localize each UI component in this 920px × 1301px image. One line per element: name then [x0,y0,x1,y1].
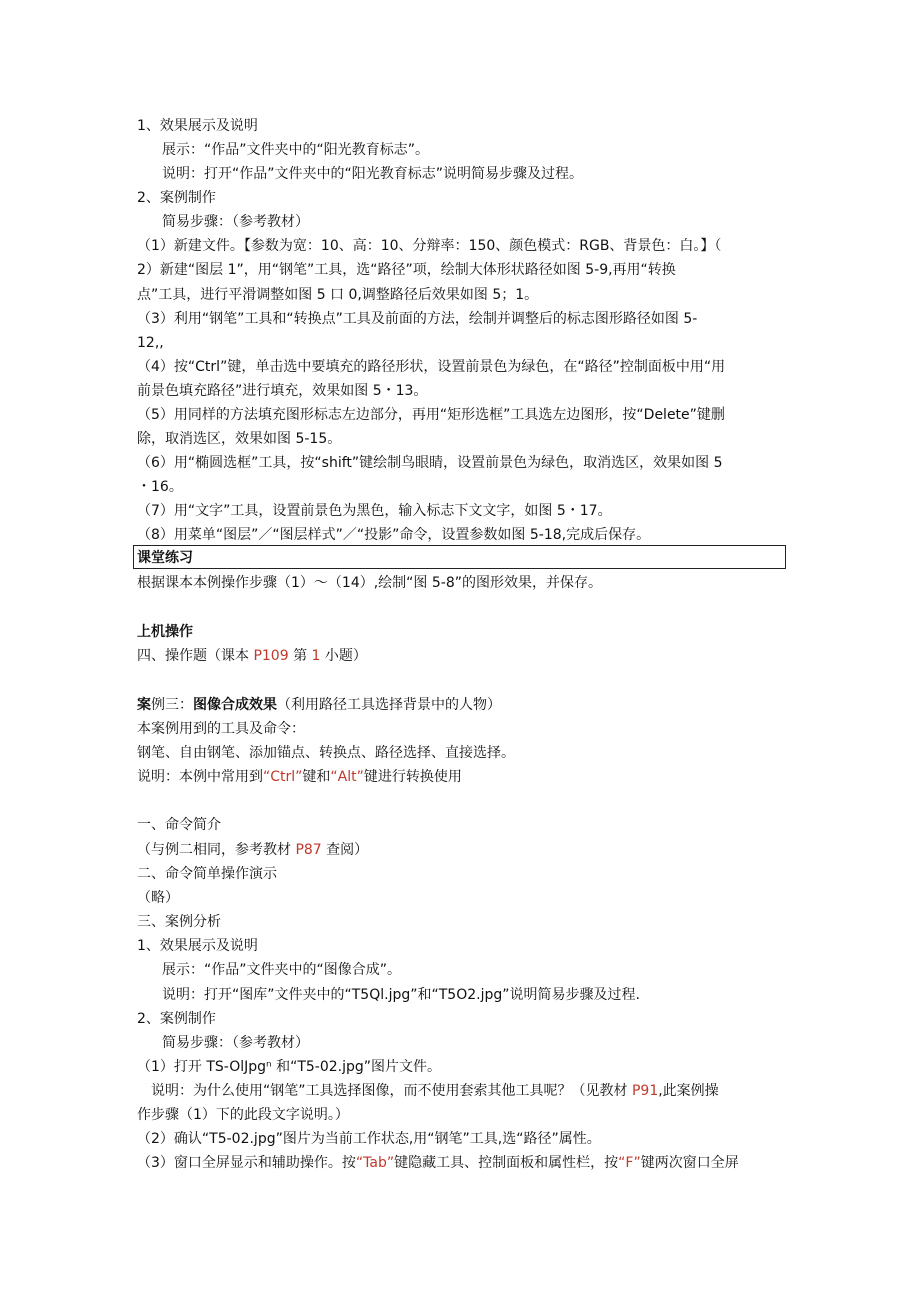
case3-note-alt: “Alt” [330,769,364,785]
step-5-line1: （5）用同样的方法填充图形标志左边部分，再用“矩形选框”工具选左边图形，按“Delete”键删 [137,407,725,423]
part3-step-3-f: “F” [618,1155,641,1171]
part2-heading: 二、命令简单操作演示 [137,866,277,882]
section1-explain: 说明：打开“作品”文件夹中的“阳光教育标志”说明简易步骤及过程。 [162,166,584,182]
case3-title-p3: 图像合成效果 [193,697,277,713]
part3-explain: 说明：打开“图库”文件夹中的“T5Ql.jpg”和“T5O2.jpg”说明简易步骤及过程. [162,987,640,1003]
part1-text [137,840,368,860]
step-3-line1: （3）利用“钢笔”工具和“转换点”工具及前面的方法，绘制并调整后的标志图形路径如图 5- [137,311,698,327]
case3-tools-label: 本案例用到的工具及命令： [137,721,305,737]
step-6-line1: （6）用“椭圆选框”工具，按“shift”键绘制鸟眼睛，设置前景色为绿色，取消选区，效果如图 5 [137,455,723,471]
part1-text-a: （与例二相同，参考教材 [137,842,296,858]
part3-show: 展示：“作品”文件夹中的“图像合成”。 [162,962,402,978]
lab-task-suffix: 小题） [320,648,367,664]
lab-task-mid: 第 [288,648,312,664]
part3-question-b: ,此案例操 [658,1083,719,1099]
case3-title-p4: （利用路径工具选择背景中的人物） [277,697,501,713]
case3-note-a: 说明：本例中常用到 [137,769,263,785]
part3-question-line2: 作步骤（1）下的此段文字说明。） [137,1107,349,1123]
lab-task-num: 1 [311,648,321,664]
lab-task [137,646,367,666]
section2-heading: 2、案例制作 [137,190,216,206]
step-6-line2: ・16。 [137,479,183,495]
step-7: （7）用“文字”工具，设置前景色为黑色，输入标志下文文字，如图 5・17。 [137,503,612,519]
part3-step-3-tab: “Tab” [355,1155,395,1171]
case3-note [137,767,462,787]
practice-title-box [133,545,786,569]
case3-tools: 钢笔、自由钢笔、添加锚点、转换点、路径选择、直接选择。 [137,745,515,761]
step-2-line1: 2）新建“图层 1”，用“钢笔”工具，选“路径”项，绘制大体形状路径如图 5-9,再用“转换 [137,262,676,278]
part3-question-line1 [151,1081,719,1101]
lab-task-page: P109 [253,648,289,664]
case3-note-c: 键进行转换使用 [363,769,462,785]
practice-text: 根据课本本例操作步骤（1）～（14）,绘制“图 5-8”的图形效果，并保存。 [137,575,602,591]
step-4-line1: （4）按“Ctrl”键，单击选中要填充的路径形状，设置前景色为绿色，在“路径”控制面板中用“用 [137,359,726,375]
part3-sub2: 2、案例制作 [137,1011,216,1027]
lab-task-prefix: 四、操作题（课本 [137,648,254,664]
part3-step-3-b: 键隐藏工具、控制面板和属性栏，按 [394,1155,619,1171]
section2-steps-label: 简易步骤：（参考教材） [162,214,309,230]
practice-title: 课堂练习 [137,550,193,566]
part2-text: （略） [137,890,179,906]
part3-question-page: P91 [631,1083,659,1099]
step-1: （1）新建文件。【参数为宽：10、高：10、分辩率：150、颜色模式：RGB、背景色：白。】（ [137,238,722,254]
part3-step-2: （2）确认“T5-02.jpg”图片为当前工作状态,用“钢笔”工具,选“路径”属性。 [137,1131,601,1147]
section1-heading: 1、效果展示及说明 [137,118,258,134]
step-8: （8）用菜单“图层”／“图层样式”／“投影”命令，设置参数如图 5-18,完成后保存。 [137,527,651,543]
case3-note-b: 键和 [302,769,331,785]
part3-step-1: （1）打开 TS-OlJpgⁿ 和“T5-02.jpg”图片文件。 [137,1059,442,1075]
part3-heading: 三、案例分析 [137,914,221,930]
case3-title-p2: 例三： [151,697,193,713]
case3-title-p1: 案 [137,697,151,713]
section1-show: 展示：“作品”文件夹中的“阳光教育标志”。 [162,142,430,158]
step-3-line2: 12,, [137,335,164,351]
part3-sub1: 1、效果展示及说明 [137,938,258,954]
case3-title [137,695,501,715]
step-4-line2: 前景色填充路径”进行填充，效果如图 5・13。 [137,383,428,399]
part1-text-page: P87 [295,842,322,858]
case3-note-ctrl: “Ctrl” [263,769,303,785]
part3-step-3-c: 键两次窗口全屏 [640,1155,739,1171]
part3-step-3 [137,1153,739,1173]
part3-steps-label: 简易步骤：（参考教材） [162,1035,309,1051]
part3-question-a: 说明：为什么使用“钢笔”工具选择图像，而不使用套索其他工具呢？（见教材 [151,1083,632,1099]
lab-title: 上机操作 [137,624,193,640]
part3-step-3-a: （3）窗口全屏显示和辅助操作。按 [137,1155,356,1171]
part1-text-b: 查阅） [321,842,369,858]
step-2-line2: 点”工具，进行平滑调整如图 5 口 0,调整路径后效果如图 5；1。 [137,287,539,303]
part1-heading: 一、命令简介 [137,817,221,833]
step-5-line2: 除，取消选区，效果如图 5-15。 [137,431,342,447]
